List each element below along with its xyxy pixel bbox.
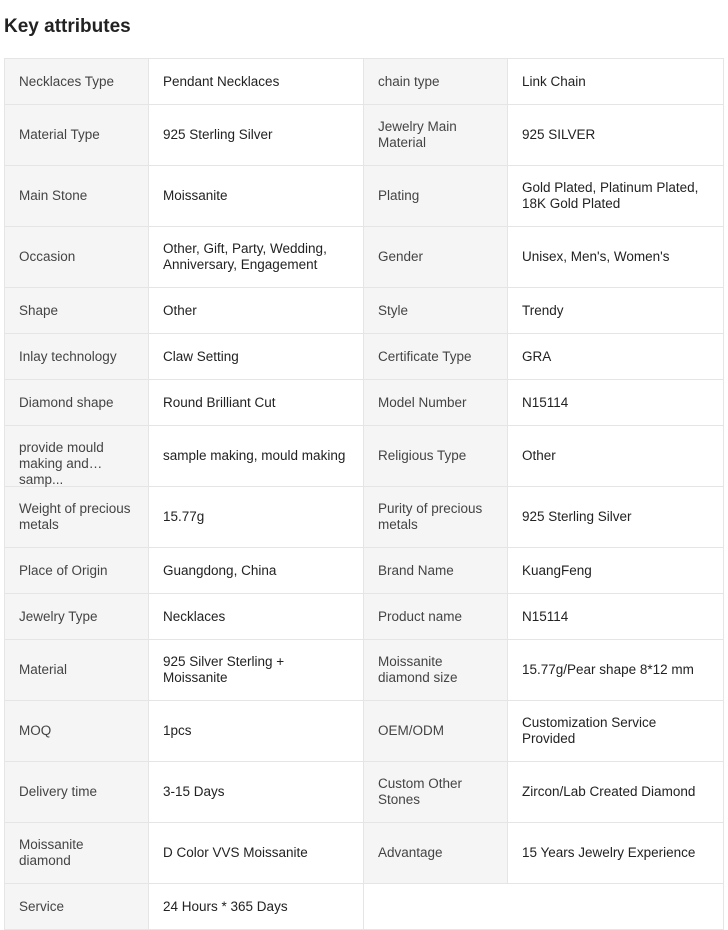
attribute-value: 3-15 Days [149,762,364,823]
attribute-label: Style [364,288,508,334]
attribute-label: Product name [364,594,508,640]
attribute-row [5,884,724,930]
empty-cell [364,884,508,930]
attribute-value: D Color VVS Moissanite [149,823,364,884]
attribute-label: Custom Other Stones [364,762,508,823]
attribute-value: Trendy [508,288,724,334]
attribute-row [5,701,724,762]
attribute-value: 1pcs [149,701,364,762]
attribute-label: Shape [5,288,149,334]
attribute-value: Guangdong, China [149,548,364,594]
key-attributes-table [4,58,724,930]
attribute-value: Claw Setting [149,334,364,380]
attribute-row [5,59,724,105]
attribute-label [5,426,149,487]
attribute-label: Place of Origin [5,548,149,594]
attribute-value: 15 Years Jewelry Experience [508,823,724,884]
attribute-row [5,762,724,823]
attribute-row [5,548,724,594]
attribute-value: GRA [508,334,724,380]
attribute-label: Gender [364,227,508,288]
attribute-value: Unisex, Men's, Women's [508,227,724,288]
attribute-value: 24 Hours * 365 Days [149,884,364,930]
truncated-label-text: provide mould making and samp... [19,440,104,487]
attribute-value: sample making, mould making [149,426,364,487]
attribute-value: 925 Sterling Silver [149,105,364,166]
attribute-value: KuangFeng [508,548,724,594]
attribute-label: Jewelry Main Material [364,105,508,166]
attribute-label: Occasion [5,227,149,288]
attribute-value: 15.77g/Pear shape 8*12 mm [508,640,724,701]
attribute-label: OEM/ODM [364,701,508,762]
attribute-value: Other [149,288,364,334]
attribute-label: Delivery time [5,762,149,823]
attribute-value: 925 SILVER [508,105,724,166]
attribute-label: Model Number [364,380,508,426]
attribute-label: Material Type [5,105,149,166]
attribute-label: Purity of precious metals [364,487,508,548]
attribute-value: N15114 [508,380,724,426]
attribute-value: 15.77g [149,487,364,548]
attribute-row [5,594,724,640]
attribute-row [5,105,724,166]
attribute-label: Advantage [364,823,508,884]
attribute-label: MOQ [5,701,149,762]
attribute-row [5,640,724,701]
attribute-row [5,823,724,884]
attribute-row [5,380,724,426]
attribute-label: Plating [364,166,508,227]
attribute-value: Other, Gift, Party, Wedding, Anniversary, Engagement [149,227,364,288]
attribute-value: Necklaces [149,594,364,640]
attribute-value: Round Brilliant Cut [149,380,364,426]
attribute-label: Brand Name [364,548,508,594]
attribute-label: Necklaces Type [5,59,149,105]
attribute-value: Gold Plated, Platinum Plated, 18K Gold Plated [508,166,724,227]
attribute-label: Moissanite diamond [5,823,149,884]
attribute-label: Jewelry Type [5,594,149,640]
attribute-value: Pendant Necklaces [149,59,364,105]
attribute-value: Link Chain [508,59,724,105]
attribute-value: Zircon/Lab Created Diamond [508,762,724,823]
attribute-label: Certificate Type [364,334,508,380]
attribute-row [5,227,724,288]
attribute-value: N15114 [508,594,724,640]
empty-cell [508,884,724,930]
attribute-row [5,426,724,487]
attribute-row [5,288,724,334]
attribute-label: Weight of precious metals [5,487,149,548]
attribute-value: Other [508,426,724,487]
attribute-row [5,487,724,548]
attribute-label: Religious Type [364,426,508,487]
attribute-row [5,334,724,380]
attribute-value: Moissanite [149,166,364,227]
attribute-label: Main Stone [5,166,149,227]
attribute-value: Customization Service Provided [508,701,724,762]
attribute-row [5,166,724,227]
attribute-label: Service [5,884,149,930]
attribute-label: Moissanite diamond size [364,640,508,701]
attribute-label: Material [5,640,149,701]
attribute-label: Diamond shape [5,380,149,426]
attribute-value: 925 Silver Sterling + Moissanite [149,640,364,701]
attributes-body [5,59,724,930]
attribute-label: chain type [364,59,508,105]
attribute-label: Inlay technology [5,334,149,380]
attribute-value: 925 Sterling Silver [508,487,724,548]
section-title: Key attributes [4,16,131,37]
